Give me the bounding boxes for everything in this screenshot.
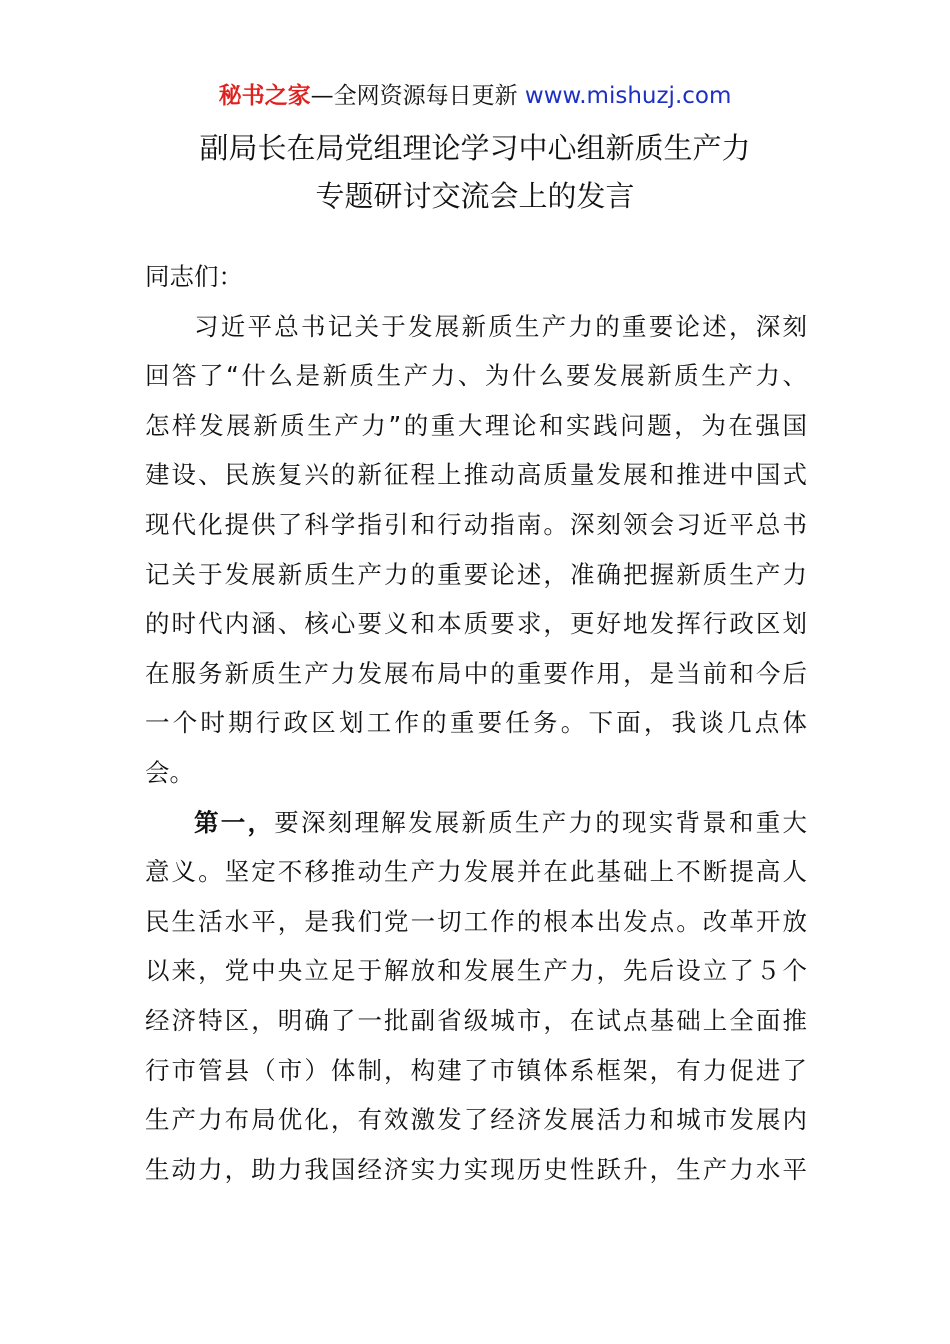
paragraph-line: 一个时期行政区划工作的重要任务。下面，我谈几点体 [145,708,807,738]
salutation: 同志们： [145,262,243,291]
paragraph-line: 会。 [145,757,194,787]
paragraph-line [145,798,807,848]
paragraph-line: 记关于发展新质生产力的重要论述，准确把握新质生产力 [145,559,807,589]
paragraph-line: 生动力，助力我国经济实力实现历史性跃升，生产力水平 [145,1154,807,1184]
paragraph-line: 在服务新质生产力发展布局中的重要作用，是当前和今后 [145,658,807,688]
paragraph-line: 以来，党中央立足于解放和发展生产力，先后设立了５个 [145,956,807,986]
site-tagline: —全网资源每日更新 [310,83,525,109]
paragraph-line: 经济特区，明确了一批副省级城市，在试点基础上全面推 [145,1005,807,1035]
paragraph-1 [145,302,807,798]
point-lead: 第一， [194,807,275,837]
paragraph-line: 行市管县（市）体制，构建了市镇体系框架，有力促进了 [145,1055,807,1085]
paragraph-line: 的时代内涵、核心要义和本质要求，更好地发挥行政区划 [145,609,807,639]
paragraph-line: 民生活水平，是我们党一切工作的根本出发点。改革开放 [145,906,807,936]
document-title-line-1: 副局长在局党组理论学习中心组新质生产力 [199,131,751,165]
paragraph-line: 现代化提供了科学指引和行动指南。深刻领会习近平总书 [145,509,807,539]
paragraph-line: 建设、民族复兴的新征程上推动高质量发展和推进中国式 [145,460,807,490]
paragraph-line: 怎样发展新质生产力”的重大理论和实践问题，为在强国 [145,410,807,440]
paragraph-line: 习近平总书记关于发展新质生产力的重要论述，深刻 [194,311,807,341]
paragraph-2 [145,798,807,1195]
site-header [0,80,950,112]
paragraph-line: 回答了“什么是新质生产力、为什么要发展新质生产力、 [145,361,807,391]
paragraph-line: 意义。坚定不移推动生产力发展并在此基础上不断提高人 [145,857,807,887]
paragraph-line: 生产力布局优化，有效激发了经济发展活力和城市发展内 [145,1105,807,1135]
document-body [145,252,807,1194]
site-url[interactable]: www.mishuzj.com [524,83,732,109]
document-title-line-2: 专题研讨交流会上的发言 [315,179,635,213]
point-heading: 要深刻理解发展新质生产力的现实背景和重大 [274,807,807,837]
site-brand: 秘书之家 [218,83,311,109]
